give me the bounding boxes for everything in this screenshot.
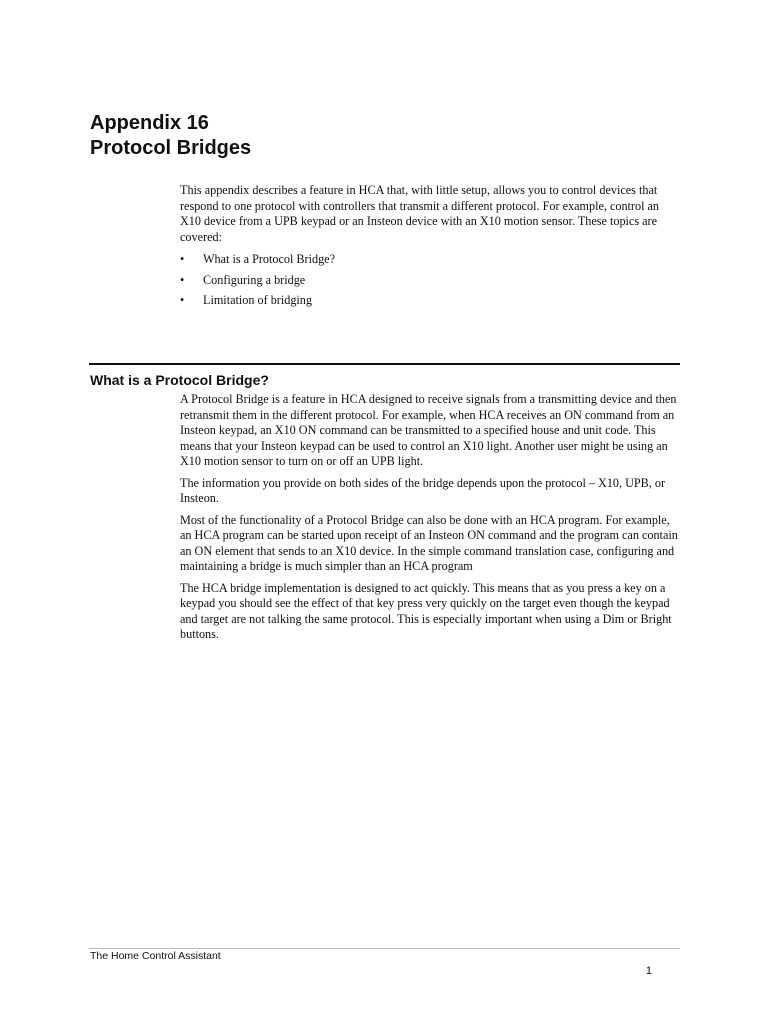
body-paragraph: Most of the functionality of a Protocol Bridge can also be done with an HCA program. For example, an HCA program can be started upon receipt of an Insteon ON command and the program can contain an ON element that sends to an X10 device. In the simple command translation case, configuring and maintaining a bridge is much simpler than an HCA program — [180, 512, 678, 573]
bullet-icon: • — [180, 293, 185, 307]
topics-list — [180, 252, 335, 314]
list-item-text: Configuring a bridge — [203, 272, 306, 287]
section-divider — [89, 363, 680, 365]
body-paragraph: The HCA bridge implementation is designed to act quickly. This means that as you press a key on a keypad you should see the effect of that key press very quickly on the target even though the keypad and target are not talking the same protocol. This is especially important when using a Dim or Bright buttons. — [180, 580, 672, 641]
body-paragraph: A Protocol Bridge is a feature in HCA designed to receive signals from a transmitting device and then retransmit them in the different protocol. For example, when HCA receives an ON command from an Insteon keypad, an X10 ON command can be transmitted to a specified house and unit code. This means that your Insteon keypad can be used to control an X10 light. Another user might be using an X10 motion sensor to turn on or off an UPB light. — [180, 392, 677, 468]
list-item — [180, 273, 335, 289]
title-line-topic: Protocol Bridges — [90, 137, 252, 159]
intro-paragraph: This appendix describes a feature in HCA that, with little setup, allows you to control devices that respond to one protocol with controllers that transmit a different protocol. For example, control an X10 device from a UPB keypad or an Insteon device with an X10 motion sensor. These topics are covered: — [180, 183, 660, 244]
title-line-appendix: Appendix 16 — [90, 112, 209, 134]
list-item — [180, 252, 335, 268]
section-body — [180, 392, 680, 649]
intro-section — [180, 183, 676, 245]
section-heading: What is a Protocol Bridge? — [90, 372, 269, 388]
page-title — [90, 111, 251, 161]
bullet-icon: • — [180, 272, 185, 287]
list-item-text: Limitation of bridging — [203, 293, 312, 307]
bullet-icon: • — [180, 252, 185, 266]
footer-title: The Home Control Assistant — [90, 950, 221, 962]
body-paragraph: The information you provide on both sides of the bridge depends upon the protocol – X10, UPB, or Insteon. — [180, 475, 666, 505]
list-item — [180, 293, 335, 309]
footer-divider — [89, 948, 680, 949]
list-item-text: What is a Protocol Bridge? — [203, 252, 335, 266]
page-number: 1 — [645, 965, 652, 977]
